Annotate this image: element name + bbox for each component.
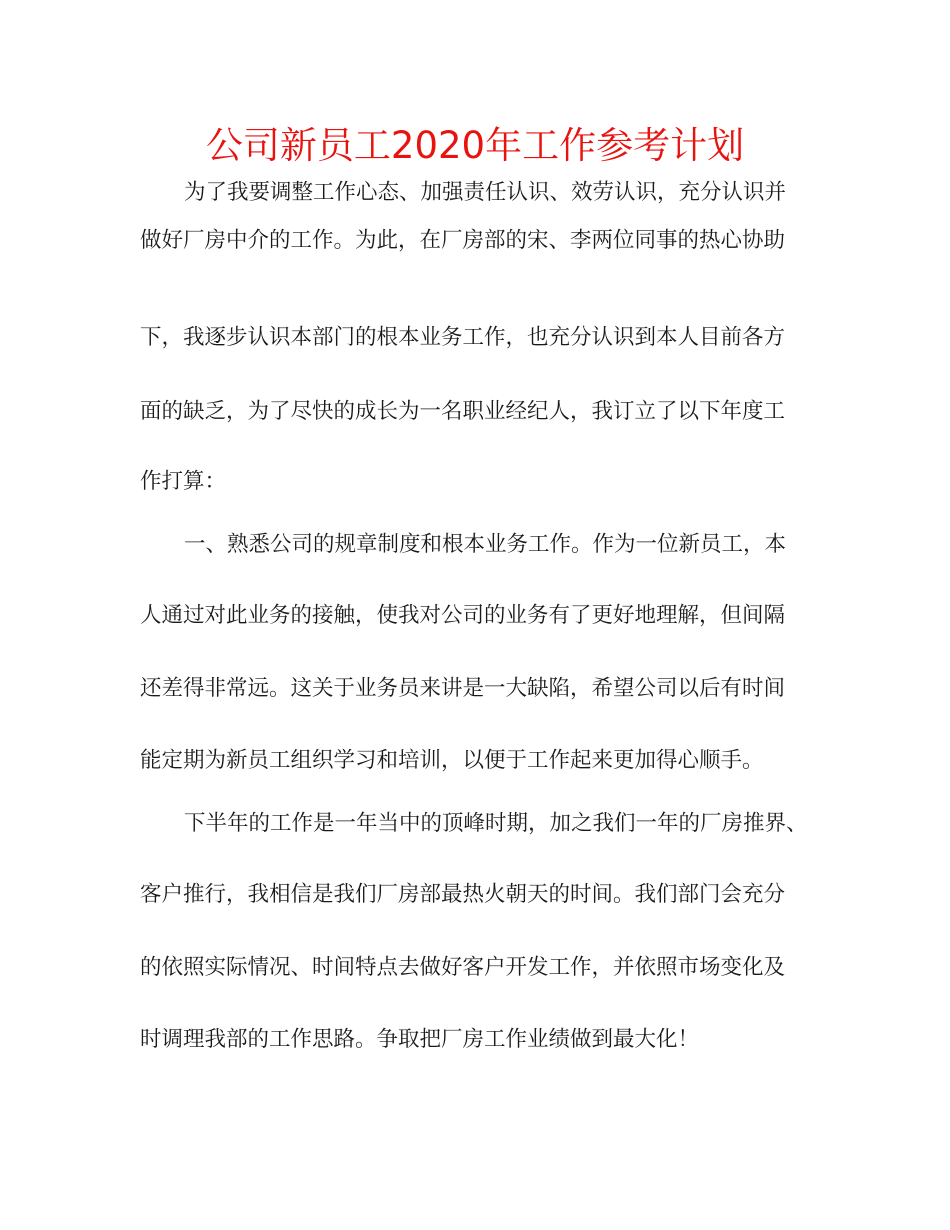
paragraph-3-line-3: 的依照实际情况、时间特点去做好客户开发工作，并依照市场变化及 — [140, 955, 786, 980]
paragraph-1-line-4: 面的缺乏，为了尽快的成长为一名职业经纪人，我订立了以下年度工 — [140, 399, 786, 424]
paragraph-1-line-3: 下，我逐步认识本部门的根本业务工作，也充分认识到本人目前各方 — [140, 325, 786, 350]
paragraph-2-line-3: 还差得非常远。这关于业务员来讲是一大缺陷，希望公司以后有时间 — [140, 676, 786, 701]
paragraph-3-line-1: 下半年的工作是一年当中的顶峰时期，加之我们一年的厂房推界、 — [184, 811, 808, 836]
paragraph-1-line-1: 为了我要调整工作心态、加强责任认识、效劳认识，充分认识并 — [184, 180, 787, 205]
paragraph-1-line-5: 作打算： — [140, 469, 227, 494]
paragraph-3-line-2: 客户推行，我相信是我们厂房部最热火朝天的时间。我们部门会充分 — [140, 882, 786, 907]
paragraph-2-line-2: 人通过对此业务的接触，使我对公司的业务有了更好地理解，但间隔 — [140, 603, 786, 628]
paragraph-1-line-2: 做好厂房中介的工作。为此，在厂房部的宋、李两位同事的热心协助 — [140, 228, 786, 253]
document-title: 公司新员工2020年工作参考计划 — [205, 124, 745, 167]
paragraph-2-line-1: 一、熟悉公司的规章制度和根本业务工作。作为一位新员工，本 — [184, 532, 787, 557]
paragraph-2-line-4: 能定期为新员工组织学习和培训，以便于工作起来更加得心顺手。 — [140, 748, 764, 773]
paragraph-3-line-4: 时调理我部的工作思路。争取把厂房工作业绩做到最大化！ — [140, 1027, 700, 1052]
